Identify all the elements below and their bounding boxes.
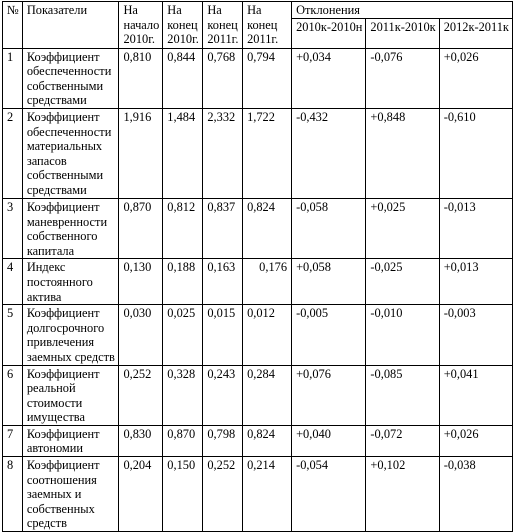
deviation-2: -0,076	[366, 48, 439, 108]
deviation-1: -0,005	[292, 305, 366, 365]
table-row	[3, 457, 513, 532]
row-num: 6	[3, 365, 23, 425]
row-num: 7	[3, 425, 23, 456]
deviation-2: +0,102	[366, 457, 439, 532]
value-end-2011: 0,768	[203, 48, 243, 108]
value-end-2010: 0,870	[163, 425, 203, 456]
deviation-3: -0,003	[439, 305, 512, 365]
value-start-2010: 0,870	[119, 198, 163, 258]
value-end-2010: 0,150	[163, 457, 203, 532]
deviation-3: -0,610	[439, 108, 512, 198]
value-end-2011: 0,015	[203, 305, 243, 365]
deviation-3: +0,013	[439, 259, 512, 305]
row-num: 4	[3, 259, 23, 305]
row-name: Индекс постоянного актива	[22, 259, 119, 305]
deviation-1: -0,054	[292, 457, 366, 532]
deviation-2: -0,025	[366, 259, 439, 305]
header-end-2011: На конец 2011г.	[203, 2, 243, 49]
financial-ratios-table	[2, 1, 513, 532]
table-row	[3, 259, 513, 305]
deviation-1: +0,076	[292, 365, 366, 425]
value-end-2011-b: 1,722	[243, 108, 292, 198]
value-end-2010: 0,025	[163, 305, 203, 365]
value-end-2011-b: 0,214	[243, 457, 292, 532]
value-start-2010: 0,252	[119, 365, 163, 425]
deviation-1: +0,034	[292, 48, 366, 108]
table-row	[3, 305, 513, 365]
value-end-2011-b: 0,824	[243, 425, 292, 456]
table-row	[3, 198, 513, 258]
row-name: Коэффициент долгосрочного привлечения заемных средств	[22, 305, 119, 365]
value-end-2010: 1,484	[163, 108, 203, 198]
value-start-2010: 0,830	[119, 425, 163, 456]
header-dev-2: 2011к-2010к	[366, 18, 439, 48]
header-end-2010: На конец 2010г.	[163, 2, 203, 49]
table-row	[3, 365, 513, 425]
value-start-2010: 1,916	[119, 108, 163, 198]
wrapped-value: 0,176	[259, 260, 288, 275]
row-name: Коэффициент маневренности собственного капитала	[22, 198, 119, 258]
row-name: Коэффициент обеспеченности собственными средствами	[22, 48, 119, 108]
value-end-2011: 0,163	[203, 259, 243, 305]
row-name: Коэффициент соотношения заемных и собственных средств	[22, 457, 119, 532]
deviation-1: -0,058	[292, 198, 366, 258]
value-start-2010: 0,030	[119, 305, 163, 365]
value-end-2011-b: 0,794	[243, 48, 292, 108]
header-name: Показатели	[22, 2, 119, 49]
table-row	[3, 48, 513, 108]
value-end-2011: 0,798	[203, 425, 243, 456]
header-dev-3: 2012к-2011к	[439, 18, 512, 48]
deviation-3: -0,013	[439, 198, 512, 258]
deviation-1: +0,040	[292, 425, 366, 456]
deviation-2: -0,010	[366, 305, 439, 365]
deviation-3: +0,041	[439, 365, 512, 425]
value-end-2011: 2,332	[203, 108, 243, 198]
deviation-3: -0,038	[439, 457, 512, 532]
value-start-2010: 0,810	[119, 48, 163, 108]
value-end-2011: 0,252	[203, 457, 243, 532]
value-end-2010: 0,188	[163, 259, 203, 305]
header-dev-1: 2010к-2010н	[292, 18, 366, 48]
table-row	[3, 425, 513, 456]
row-num: 1	[3, 48, 23, 108]
value-end-2010: 0,844	[163, 48, 203, 108]
value-start-2010: 0,204	[119, 457, 163, 532]
row-name: Коэффициент автономии	[22, 425, 119, 456]
deviation-2: -0,072	[366, 425, 439, 456]
value-end-2011: 0,243	[203, 365, 243, 425]
deviation-3: +0,026	[439, 48, 512, 108]
deviation-1: +0,058	[292, 259, 366, 305]
deviation-2: +0,848	[366, 108, 439, 198]
deviation-2: -0,085	[366, 365, 439, 425]
header-start-2010: На начало 2010г.	[119, 2, 163, 49]
value-end-2011-b: 0,012	[243, 305, 292, 365]
row-num: 5	[3, 305, 23, 365]
row-name: Коэффициент обеспеченности материальных запасов собственными средствами	[22, 108, 119, 198]
value-end-2010: 0,812	[163, 198, 203, 258]
header-num: №	[3, 2, 23, 49]
table-row	[3, 108, 513, 198]
header-row	[3, 2, 513, 19]
value-start-2010: 0,130	[119, 259, 163, 305]
value-end-2011-b	[243, 259, 292, 305]
row-name: Коэффициент реальной стоимости имущества	[22, 365, 119, 425]
deviation-1: -0,432	[292, 108, 366, 198]
deviation-2: +0,025	[366, 198, 439, 258]
value-end-2011-b: 0,824	[243, 198, 292, 258]
header-deviations: Отклонения	[292, 2, 513, 19]
row-num: 3	[3, 198, 23, 258]
deviation-3: +0,026	[439, 425, 512, 456]
row-num: 8	[3, 457, 23, 532]
value-end-2011-b: 0,284	[243, 365, 292, 425]
value-end-2011: 0,837	[203, 198, 243, 258]
value-end-2010: 0,328	[163, 365, 203, 425]
row-num: 2	[3, 108, 23, 198]
header-end-2011-b: На конец 2011г.	[243, 2, 292, 49]
